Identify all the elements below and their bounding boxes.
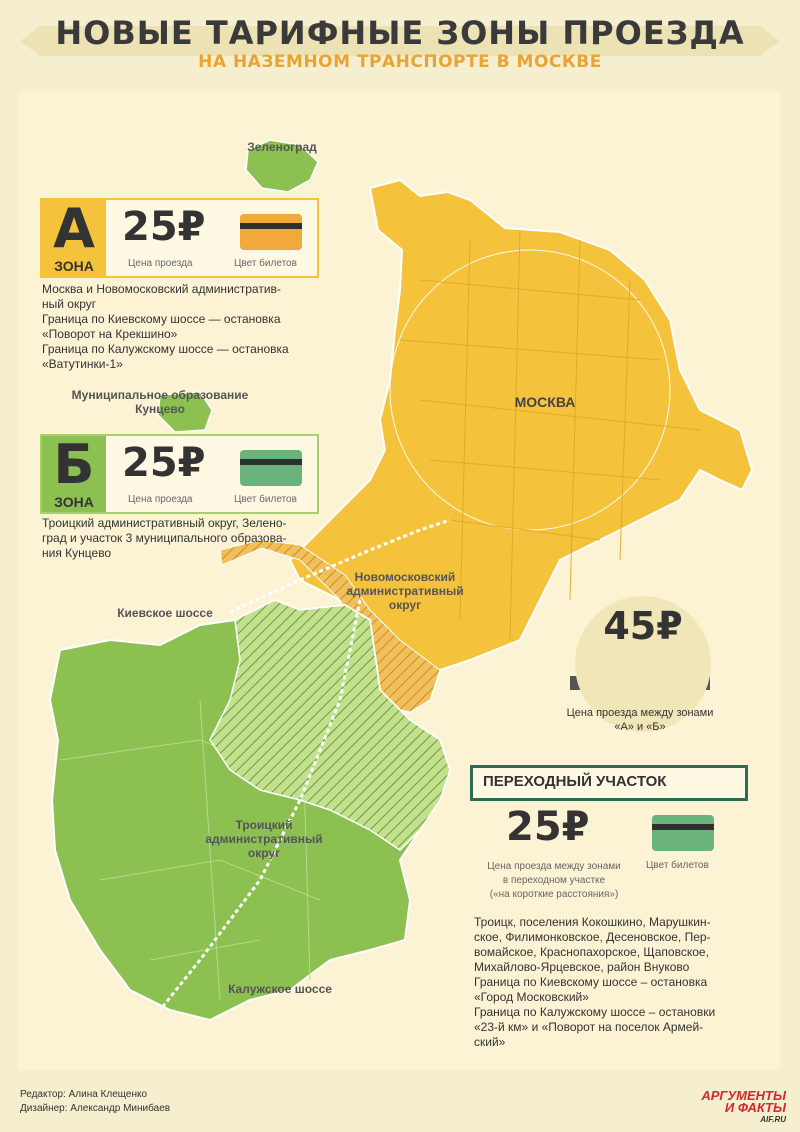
- between-zones-price: 45₽: [603, 604, 683, 648]
- transition-description: Троицк, поселения Кокошкино, Марушкин- ское, Филимонковское, Десеновское, Пер- вомайское, Краснопахорское, Щаповское, Михайлово-Ярцевское, район Внуково Граница по Киевскому шоссе – остановка «Город Московский» Граница по Калужскому шоссе – остановки «23-й км» и «Поворот на поселок Армей- ский»: [474, 915, 716, 1049]
- label-zelenograd: Зеленоград: [247, 140, 317, 154]
- between-zones-caption: Цена проезда между зонами «А» и «Б»: [566, 707, 714, 733]
- page-title: НОВЫЕ ТАРИФНЫЕ ЗОНЫ ПРОЕЗДА: [55, 14, 745, 52]
- zone-b-letter-box: [42, 433, 106, 512]
- zone-a-description: Москва и Новомосковский административ- ный округ Граница по Киевскому шоссе — остановка «Поворот на Крекшино» Граница по Калужскому шоссе — остановка «Ватутинки-1»: [42, 282, 289, 371]
- label-novomoskovsky: Новомосковский административный округ: [346, 570, 464, 612]
- zone-b-description: Троицкий административный округ, Зелено- град и участок 3 муниципального образова- ния Кунцево: [42, 516, 287, 560]
- aif-logo: АРГУМЕНТЫ И ФАКТЫ AIF.RU: [701, 1088, 786, 1124]
- designer-credit: Дизайнер: Александр Минибаев: [20, 1103, 171, 1114]
- zone-a-letter: А: [53, 197, 95, 260]
- label-kievskoe-shosse: Киевское шоссе: [117, 606, 213, 620]
- zone-b-ticket-icon: [240, 450, 302, 486]
- label-kaluzhskoe-shosse: Калужское шоссе: [228, 982, 332, 996]
- label-troitsky: Троицкий административный округ: [205, 818, 323, 860]
- zone-a-ticket-icon: [240, 214, 302, 250]
- transition-ticket-caption: Цвет билетов: [646, 860, 709, 871]
- zone-b-price: 25₽: [122, 440, 206, 486]
- zone-b-card: [40, 434, 319, 514]
- zone-a-letter-box: [42, 197, 106, 276]
- zone-b-letter: Б: [53, 433, 95, 496]
- transition-ticket-icon: [652, 815, 714, 851]
- zone-b-ticket-caption: Цвет билетов: [234, 494, 297, 505]
- label-kuntsevo: Муниципальное образование Кунцево: [71, 388, 249, 416]
- zone-b-price-caption: Цена проезда: [128, 494, 193, 505]
- zone-a-ticket-caption: Цвет билетов: [234, 258, 297, 269]
- transition-title: ПЕРЕХОДНЫЙ УЧАСТОК: [483, 773, 667, 790]
- zone-a-price-caption: Цена проезда: [128, 258, 193, 269]
- transition-price: 25₽: [506, 804, 590, 850]
- page-subtitle: НА НАЗЕМНОМ ТРАНСПОРТЕ В МОСКВЕ: [198, 52, 602, 72]
- zone-a-word: ЗОНА: [54, 258, 94, 274]
- credits: [20, 1088, 170, 1116]
- transition-header-box: [470, 765, 748, 801]
- transition-price-caption: Цена проезда между зонами в переходном участке («на короткие расстояния»): [487, 861, 621, 900]
- zone-b-word: ЗОНА: [54, 494, 94, 510]
- zone-a-price: 25₽: [122, 204, 206, 250]
- label-moscow: МОСКВА: [514, 394, 576, 410]
- editor-credit: Редактор: Алина Клещенко: [20, 1089, 148, 1100]
- zone-a-card: [40, 198, 319, 278]
